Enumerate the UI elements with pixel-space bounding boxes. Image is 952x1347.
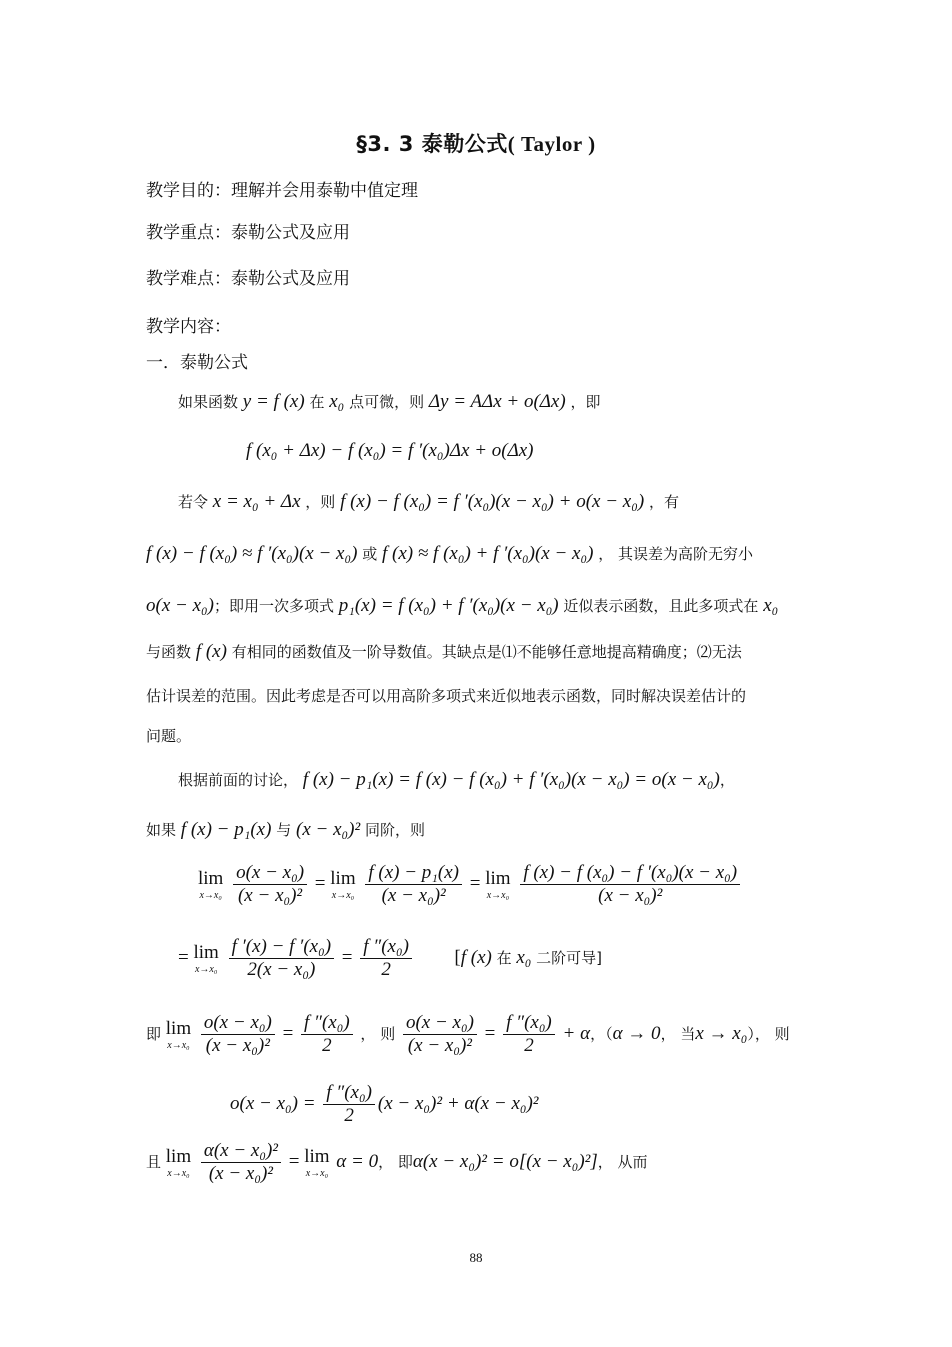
teaching-purpose: 教学目的：理解并会用泰勒中值定理: [146, 181, 418, 201]
text: 如果: [146, 821, 177, 839]
equation-limit-chain: lim x→x₀ $\frac{\text{o(x − x₀)}}{\text{(x − x₀)²}}$ = lim x→x₀ $\frac{\text{f (x) − p₁(x)}}{\text{(x − x₀)²}}$ = lim x→x₀ $\frac{\text{f (x) − f (x₀) − f ′(x₀)(x − x₀)}}{\text{(x − x₀)²}}$: [198, 862, 743, 907]
text: 同阶，则: [364, 821, 425, 839]
teaching-key-points: 教学重点：泰勒公式及应用: [146, 223, 350, 243]
text: ；即用一次多项式: [213, 597, 334, 615]
text: 或: [362, 545, 378, 563]
paragraph-substitution: [178, 482, 842, 522]
equation-increment: f (x₀ + Δx) − f (x₀) = f ′(x₀)Δx + o(Δx): [246, 440, 534, 461]
teaching-difficulties: 教学难点：泰勒公式及应用: [146, 269, 350, 289]
fraction: $\frac{\text{f (x) − p₁(x)}}{\text{(x − x₀)²}}$: [365, 862, 462, 907]
title-english: ( Taylor ): [507, 132, 596, 156]
limit-operator: lim x→x₀: [198, 868, 224, 901]
math-inline: f (x) − f (x₀) = f ′(x₀)(x − x₀) + o(x − x₀): [340, 491, 645, 512]
section-heading-taylor-formula: 一．泰勒公式: [146, 353, 248, 373]
text: 与: [276, 821, 292, 839]
paragraph-same-order: [146, 810, 810, 850]
paragraph-approximation: [146, 534, 810, 574]
fraction: $\frac{\text{f ″(x₀)}}{2}$: [503, 1012, 555, 1057]
limit-operator: lim x→x₀: [165, 1018, 192, 1051]
limit-operator: lim x→x₀: [485, 868, 511, 901]
math-inline: f (x) − f (x₀) ≈ f ′(x₀)(x − x₀): [146, 543, 358, 564]
limit-operator: lim x→x₀: [330, 868, 356, 901]
limit-operator: lim x→x₀: [193, 942, 219, 975]
text: 点可微，则: [349, 393, 425, 411]
limit-operator: lim x→x₀: [304, 1146, 330, 1179]
title-chinese: 泰勒公式: [421, 132, 508, 156]
math-inline: f (x): [195, 641, 227, 662]
paragraph-shortcomings: [146, 632, 810, 672]
fraction: $\frac{\text{f ″(x₀)}}{2}$: [301, 1012, 353, 1057]
fraction: $\frac{\text{o(x − x₀)}}{\text{(x − x₀)²}}$: [233, 862, 307, 907]
limit-operator: lim x→x₀: [165, 1146, 192, 1179]
text: 在: [309, 393, 325, 411]
math-inline: x₀: [763, 595, 779, 616]
text: 有相同的函数值及一阶导数值。其缺点是⑴不能够任意地提高精确度；⑵无法: [231, 643, 742, 661]
fraction: $\frac{\text{f ″(x₀)}}{2}$: [323, 1082, 375, 1127]
math-inline: o(x − x₀): [146, 595, 214, 616]
text: ，有: [648, 493, 679, 511]
paragraph-linear-polynomial: [146, 586, 810, 626]
fraction: $\frac{\text{f ′(x) − f ′(x₀)}}{\text{2(x − x₀)}}$: [229, 936, 334, 981]
paragraph-discussion: [178, 760, 842, 800]
math-inline: f (x) − p₁(x): [180, 819, 272, 840]
math-inline: x = x₀ + Δx: [212, 491, 301, 512]
text: 与函数: [146, 643, 192, 661]
equation-second-derivative: = lim x→x₀ $\frac{\text{f ′(x) − f ′(x₀)}}{\text{2(x − x₀)}}$ = $\frac{\text{f ″(x₀)}}{2}$ [f (x) 在 x₀ 二阶可导]: [178, 936, 603, 980]
page-number: 88: [469, 1250, 483, 1265]
equation-remainder: o(x − x₀) = $\frac{\text{f ″(x₀)}}{2}$ (x − x₀)² + α(x − x₀)²: [230, 1082, 539, 1126]
fraction: $\frac{\text{o(x − x₀)}}{\text{(x − x₀)²}}$: [201, 1012, 275, 1057]
math-inline: f (x) − p₁(x) = f (x) − f (x₀) + f ′(x₀)(x − x₀) = o(x − x₀): [302, 769, 720, 790]
fraction: $\frac{\text{o(x − x₀)}}{\text{(x − x₀)²}}$: [403, 1012, 477, 1057]
text: 若令: [178, 493, 209, 511]
equation-alpha-definition: 即 lim x→x₀ $\frac{\text{o(x − x₀)}}{\text{(x − x₀)²}}$ = $\frac{\text{f ″(x₀)}}{2}$ ， 则 $\frac{\text{o(x − x₀)}}{\text{(x − x₀)²}}$ = $\frac{\text{f ″(x₀)}}{2}$ + α，（α → 0， 当x → x₀）， 则: [146, 1012, 790, 1056]
text: ， 其误差为高阶无穷小: [598, 545, 753, 563]
teaching-content: 教学内容：: [146, 317, 231, 337]
fraction: $\frac{\text{f ″(x₀)}}{2}$: [360, 936, 412, 981]
paragraph-differentiable: [178, 382, 842, 422]
section-number: §3. 3: [356, 132, 414, 156]
fraction: $\frac{\text{f (x) − f (x₀) − f ′(x₀)(x − x₀)}}{\text{(x − x₀)²}}$: [520, 862, 740, 907]
paragraph-problem: 问题。: [146, 727, 192, 745]
text: ，: [719, 771, 735, 789]
math-inline: Δy = AΔx + o(Δx): [428, 391, 566, 412]
section-title: [0, 128, 952, 158]
math-inline: x₀: [329, 391, 345, 412]
paragraph-error-estimate: 估计误差的范围。因此考虑是否可以用高阶多项式来近似地表示函数，同时解决误差估计的: [146, 687, 747, 705]
math-inline: f (x) ≈ f (x₀) + f ′(x₀)(x − x₀): [382, 543, 594, 564]
math-inline: (x − x₀)²: [296, 819, 361, 840]
text: ，即: [570, 393, 601, 411]
fraction: $\frac{\text{α(x − x₀)²}}{\text{(x − x₀)²}}$: [201, 1140, 281, 1185]
text: 根据前面的讨论，: [178, 771, 299, 789]
math-inline: y = f (x): [242, 391, 305, 412]
math-inline: p₁(x) = f (x₀) + f ′(x₀)(x − x₀): [338, 595, 559, 616]
text: ，则: [305, 493, 336, 511]
text: 如果函数: [178, 393, 239, 411]
equation-alpha-limit: 且 lim x→x₀ $\frac{\text{α(x − x₀)²}}{\text{(x − x₀)²}}$ = lim x→x₀ α = 0， 即α(x − x₀)² = o[(x − x₀)²]， 从而: [146, 1140, 648, 1184]
text: 近似表示函数，且此多项式在: [563, 597, 759, 615]
